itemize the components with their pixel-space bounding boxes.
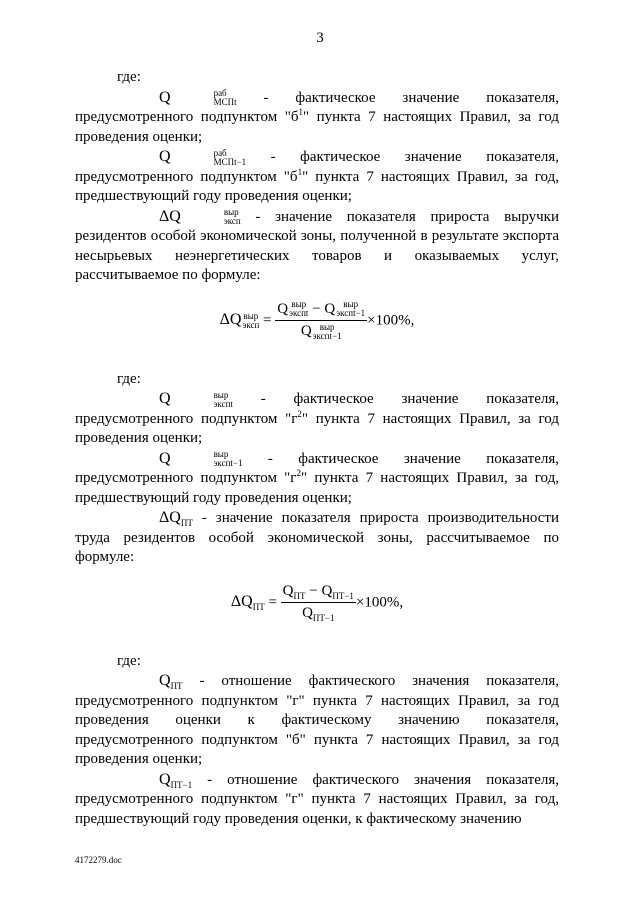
symbol: Q раб МСПt−1 [159, 147, 247, 167]
where-label-1: где: [117, 69, 141, 85]
definition-q-vyr-eksp-t-1: Q выр экспt−1 - фактическое значение показателя, предусмотренного подпунктом "$г^2$" пункта 7 настоящих Правил, за год, предшествующий году проведения оценки; [75, 449, 560, 506]
symbol: Q раб МСПt [159, 88, 237, 108]
where-label-2: где: [117, 370, 141, 387]
page-number: 3 [316, 30, 324, 46]
symbol: ΔQ выр эксп [159, 207, 241, 227]
fraction: Q выр экспt − Q выр экспt−1 Q выр экспt−1 [277, 299, 366, 341]
symbol: $Q_{ПТ-1}$ [159, 770, 193, 790]
definition-q-pt-1: $Q_{ПТ-1}$ - отношение фактического значения показателя, предусмотренного подпунктом "г" пункта 7 настоящих Правил, за год, предшествующий году проведения оценки, к фактическому значению [75, 770, 559, 827]
definition-q-vyr-eksp-t: Q выр экспt - фактическое значение показателя, предусмотренного подпунктом "$г^2$" пункта 7 настоящих Правил, за год проведения оценки; [75, 389, 560, 446]
formula-export-growth: ΔQ выр эксп = Q выр экспt − Q выр экспt−1 Q выр экспt−1 ×100%, [219, 299, 415, 341]
fraction: $\frac{Q_{ПТ} - Q_{ПТ-1}}{Q_{ПТ-1}}$ [282, 582, 354, 623]
definition-q-rab-msp-t-1: Q раб МСПt−1 - фактическое значение показателя, предусмотренного подпунктом "$б^1$" пункта 7 настоящих Правил, за год, предшествующий году проведения оценки; [75, 147, 560, 204]
definition-q-pt: $Q_{ПТ}$ - отношение фактического значения показателя, предусмотренного подпунктом "г" пункта 7 настоящих Правил, за год проведения оценки к фактическому значению показателя, предусмотренного подпунктом "б" пункта 7 настоящих Правил, за год проведения оценки; [75, 672, 559, 767]
symbol: $\Delta Q_{ПТ}$ [159, 509, 193, 528]
footer-filename: 4172279.doc [75, 855, 122, 865]
symbol: Q выр экспt−1 [159, 449, 243, 469]
definition-delta-q-pt: $\Delta Q_{ПТ}$ - значение показателя прироста производительности труда резидентов особой экономической зоны, рассчитываемое по формуле: [75, 509, 559, 565]
formula-productivity-growth: $\Delta Q_{ПТ}$ = $\frac{Q_{ПТ} - Q_{ПТ-1}}{Q_{ПТ-1}}$ ×100%, [230, 582, 404, 623]
where-label-3: где: [117, 652, 141, 669]
definition-q-rab-msp-t: Q раб МСПt - фактическое значение показателя, предусмотренного подпунктом "$б^1$" пункта 7 настоящих Правил, за год проведения оценки; [75, 88, 560, 145]
symbol: $Q_{ПТ}$ [159, 672, 183, 691]
definition-delta-q-vyr-eksp: ΔQ выр эксп - значение показателя прироста выручки резидентов особой экономической зоны, полученной в результате экспорта несырьевых неэнергетических товаров и оказываемых услуг, рассчитываемое по формуле: [75, 207, 559, 283]
document-body [75, 68, 559, 829]
symbol: Q выр экспt [159, 389, 233, 409]
